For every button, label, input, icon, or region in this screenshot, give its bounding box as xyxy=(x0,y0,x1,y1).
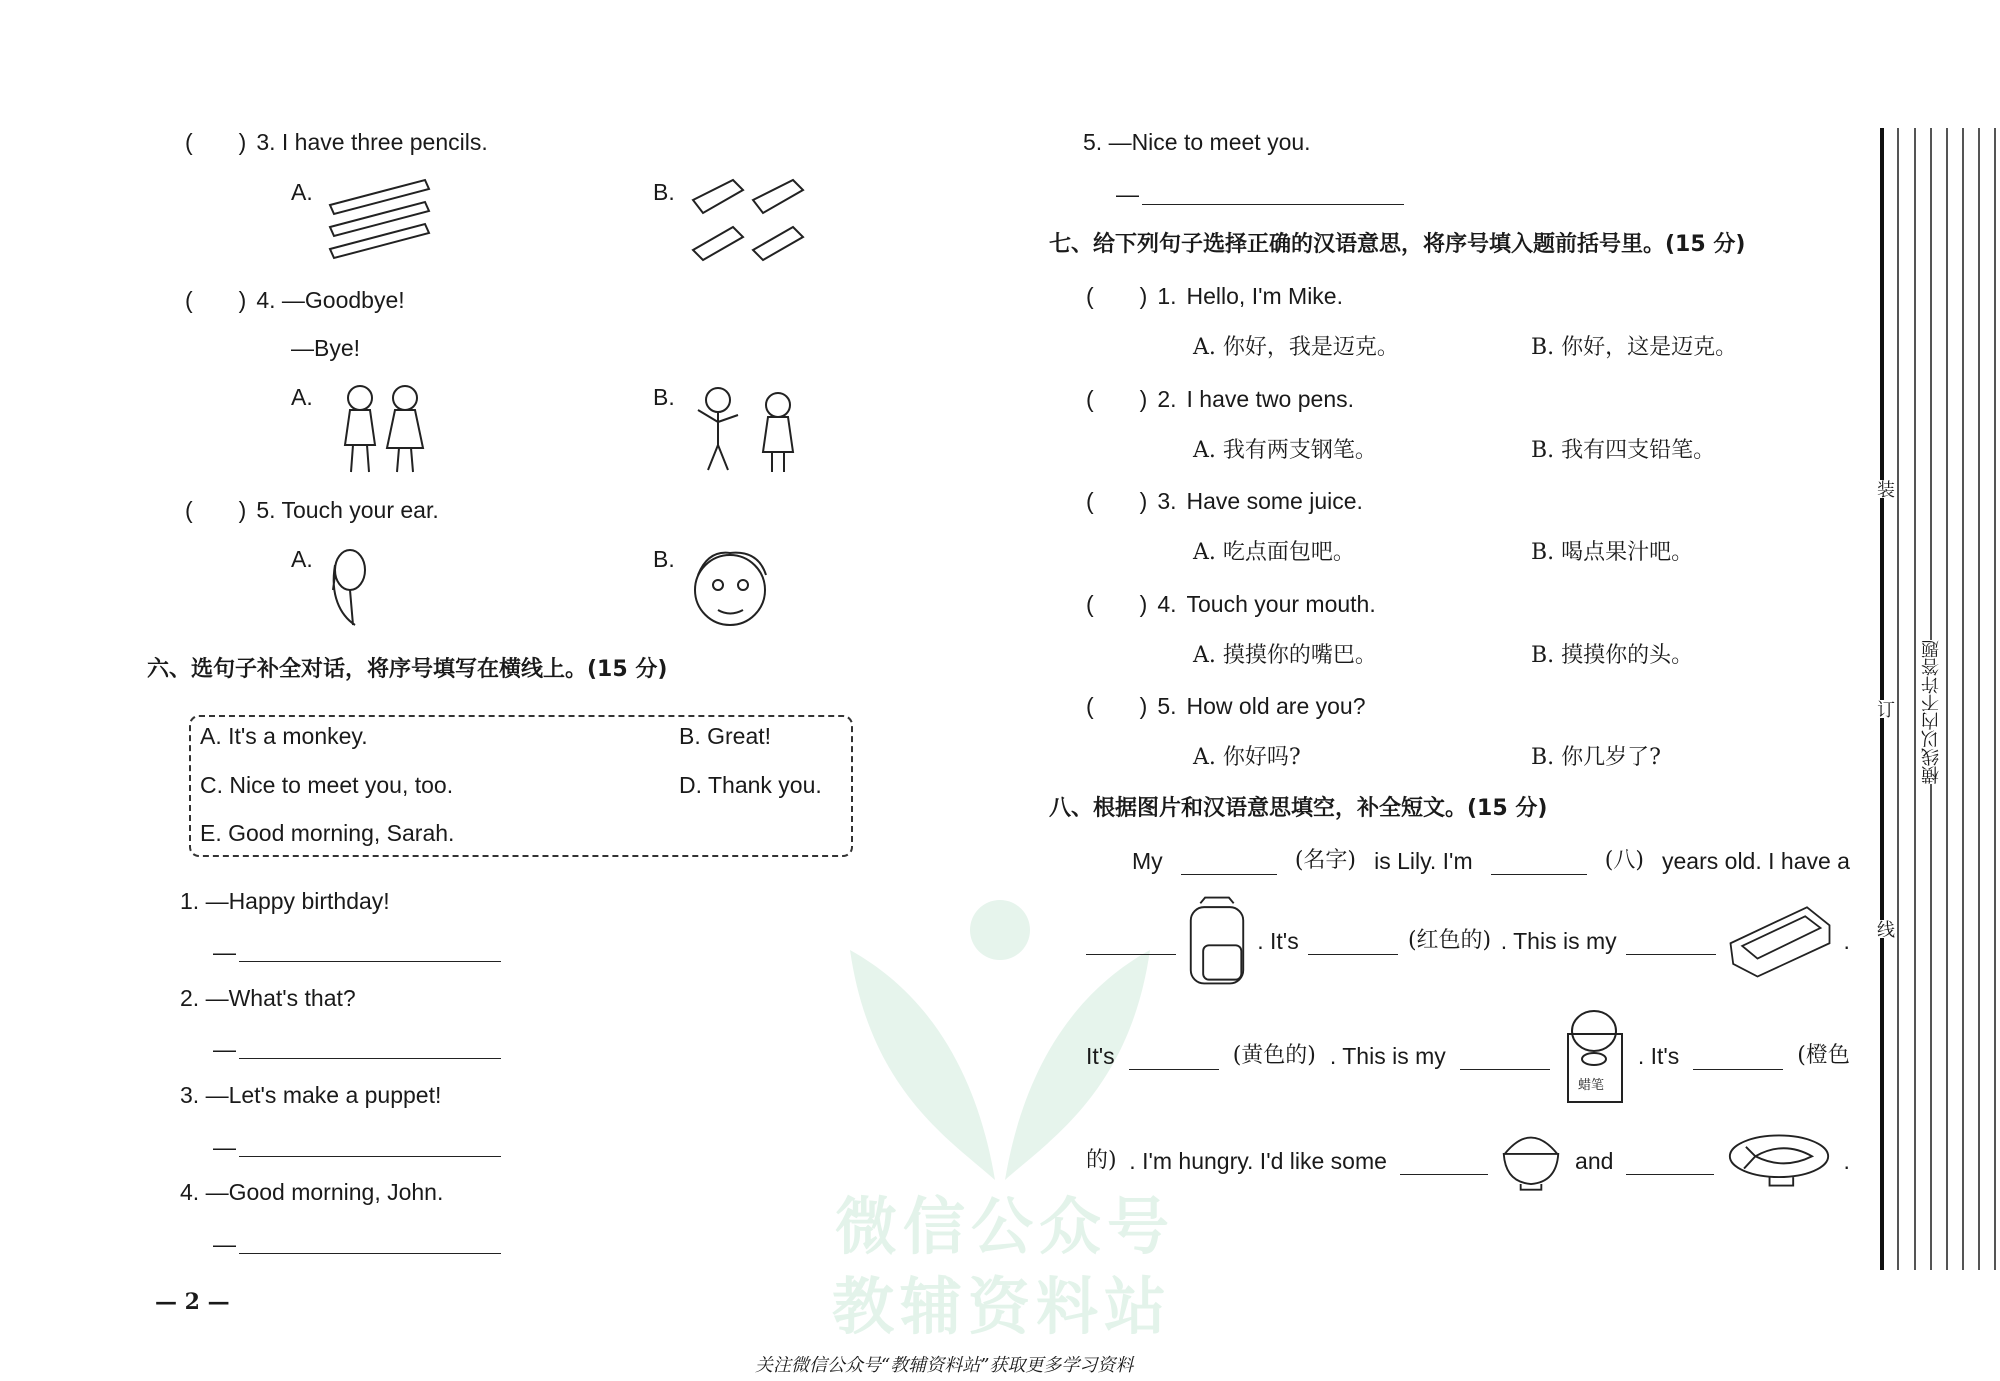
watermark-text-2: 教辅资料站 xyxy=(832,1270,1173,1343)
dialog-5-question: 5. —Nice to meet you. xyxy=(1083,129,1311,155)
passage-text: . xyxy=(1843,1148,1850,1174)
option-a: A. It's a monkey. xyxy=(200,723,368,749)
passage-text: and xyxy=(1575,1148,1614,1174)
s7-item-2-option-a: A. 我有两支钢笔。 xyxy=(1193,438,1377,463)
dialog-2-answer-line[interactable] xyxy=(239,1058,501,1059)
margin-line xyxy=(1946,128,1948,1270)
margin-line xyxy=(1994,128,1996,1270)
s7-item-1-option-b: B. 你好，这是迈克。 xyxy=(1531,335,1738,360)
binding-label-ding: 订 xyxy=(1871,700,1897,718)
dialog-2-question: 2. —What's that? xyxy=(180,985,356,1011)
footer-note: 关注微信公众号“教辅资料站”获取更多学习资料 xyxy=(755,1355,1134,1376)
s7-item-2-paren[interactable]: ( ) xyxy=(1086,386,1148,412)
hint-name: (名字) xyxy=(1294,848,1356,873)
binding-line xyxy=(1880,128,1884,1270)
q5-option-a: A. xyxy=(291,546,313,572)
blank-yellow[interactable] xyxy=(1129,1043,1219,1070)
s7-item-3-sentence: Have some juice. xyxy=(1186,488,1363,514)
s7-item-2-option-b: B. 我有四支铅笔。 xyxy=(1531,438,1716,463)
passage-line-2 xyxy=(1086,893,1850,989)
passage-line-4 xyxy=(1086,1128,1850,1194)
s7-item-4-option-a: A. 摸摸你的嘴巴。 xyxy=(1193,643,1377,668)
s7-item-1-option-a: A. 你好，我是迈克。 xyxy=(1193,335,1399,360)
s7-item-5-option-a: A. 你好吗? xyxy=(1193,745,1301,770)
q4-option-a: A. xyxy=(291,384,313,410)
s7-item-3-number: 3. xyxy=(1157,488,1177,514)
q4-text: 4. —Goodbye! xyxy=(256,287,405,313)
girl-touching-ear-image xyxy=(325,545,375,630)
section7-heading: 七、给下列句子选择正确的汉语意思，将序号填入题前括号里。(15 分) xyxy=(1049,232,1746,257)
section8-heading: 八、根据图片和汉语意思填空，补全短文。(15 分) xyxy=(1049,796,1548,821)
margin-line xyxy=(1914,128,1916,1270)
passage-text: . I'm hungry. I'd like some xyxy=(1129,1148,1387,1174)
s7-item-3-option-a: A. 吃点面包吧。 xyxy=(1193,540,1355,565)
option-e: E. Good morning, Sarah. xyxy=(200,820,455,846)
q5-row xyxy=(185,496,439,524)
passage-text: . This is my xyxy=(1329,1043,1446,1069)
dialog-2-dash: — xyxy=(213,1036,236,1062)
s7-item-5-number: 5. xyxy=(1157,693,1177,719)
s7-item-1-sentence: Hello, I'm Mike. xyxy=(1186,283,1343,309)
three-pencils-image xyxy=(325,175,445,260)
s7-item-4-number: 4. xyxy=(1157,591,1177,617)
dialog-4-dash: — xyxy=(213,1231,236,1257)
passage-text: . xyxy=(1843,928,1850,954)
q3-paren[interactable]: ( ) xyxy=(185,129,247,155)
dialog-1-dash: — xyxy=(213,939,236,965)
blank-schoolbag[interactable] xyxy=(1086,928,1176,955)
fish-plate-image xyxy=(1727,1132,1831,1190)
s7-item-5-sentence: How old are you? xyxy=(1186,693,1366,719)
dialog-4-question: 4. —Good morning, John. xyxy=(180,1179,444,1205)
dialog-1-question: 1. —Happy birthday! xyxy=(180,888,390,914)
passage-line-1 xyxy=(1132,846,1850,876)
s7-item-3-option-b: B. 喝点果汁吧。 xyxy=(1531,540,1694,565)
s7-item-2-number: 2. xyxy=(1157,386,1177,412)
s7-item-1-row xyxy=(1086,282,1343,310)
man-touching-face-image xyxy=(688,545,773,635)
s7-item-1-number: 1. xyxy=(1157,283,1177,309)
q3-option-a: A. xyxy=(291,179,313,205)
s7-item-4-option-b: B. 摸摸你的头。 xyxy=(1531,643,1694,668)
page-number: — 2 — xyxy=(155,1289,230,1315)
hint-yellow: (黄色的) xyxy=(1232,1043,1316,1068)
dialog-3-question: 3. —Let's make a puppet! xyxy=(180,1082,442,1108)
passage-text: years old. I have a xyxy=(1662,848,1850,874)
watermark-text-1: 微信公众号 xyxy=(835,1190,1176,1263)
s7-item-4-row xyxy=(1086,590,1376,618)
option-d: D. Thank you. xyxy=(679,772,822,798)
margin-line xyxy=(1897,128,1899,1270)
passage-text: is Lily. I'm xyxy=(1374,848,1473,874)
s7-item-4-paren[interactable]: ( ) xyxy=(1086,591,1148,617)
margin-line xyxy=(1962,128,1964,1270)
rice-bowl-image xyxy=(1500,1130,1562,1192)
dialog-5-answer-line[interactable] xyxy=(1142,204,1404,205)
q3-row xyxy=(185,128,488,156)
s7-item-5-row xyxy=(1086,692,1366,720)
section6-heading: 六、选句子补全对话，将序号填写在横线上。(15 分) xyxy=(147,657,668,682)
blank-age[interactable] xyxy=(1491,848,1587,875)
blank-name[interactable] xyxy=(1181,848,1277,875)
passage-text: My xyxy=(1132,848,1163,874)
s7-item-3-row xyxy=(1086,487,1363,515)
blank-crayon[interactable] xyxy=(1460,1043,1550,1070)
blank-rice[interactable] xyxy=(1400,1148,1488,1175)
hint-orange: (橙色 xyxy=(1797,1043,1850,1068)
crayon-box-image xyxy=(1564,1009,1624,1104)
blank-orange[interactable] xyxy=(1693,1043,1783,1070)
pencil-box-image xyxy=(1726,902,1834,980)
no-answer-notice: 横线以内不许答题 xyxy=(1919,640,1945,784)
s7-item-5-paren[interactable]: ( ) xyxy=(1086,693,1148,719)
four-crayons-image xyxy=(688,175,813,265)
schoolbag-image xyxy=(1186,895,1248,987)
q3-text: 3. I have three pencils. xyxy=(256,129,488,155)
passage-text: . It's xyxy=(1257,928,1299,954)
passage-line-3 xyxy=(1086,1008,1850,1104)
dialog-3-answer-line[interactable] xyxy=(239,1156,501,1157)
q4-reply: —Bye! xyxy=(291,335,361,361)
q5-paren[interactable]: ( ) xyxy=(185,497,247,523)
s7-item-1-paren[interactable]: ( ) xyxy=(1086,283,1148,309)
option-b: B. Great! xyxy=(679,723,772,749)
margin-line xyxy=(1978,128,1980,1270)
s7-item-3-paren[interactable]: ( ) xyxy=(1086,488,1148,514)
dialog-4-answer-line[interactable] xyxy=(239,1253,501,1254)
s7-item-2-row xyxy=(1086,385,1354,413)
q4-row xyxy=(185,286,405,314)
q4-option-b: B. xyxy=(653,384,675,410)
blank-fish[interactable] xyxy=(1626,1148,1714,1175)
passage-text: . This is my xyxy=(1500,928,1617,954)
option-c: C. Nice to meet you, too. xyxy=(200,772,454,798)
binding-label-zhuang: 装 xyxy=(1871,480,1897,498)
passage-text: It's xyxy=(1086,1043,1115,1069)
s7-item-5-option-b: B. 你几岁了? xyxy=(1531,745,1661,770)
kids-waving-goodbye-image xyxy=(325,380,435,475)
hint-orange-end: 的) xyxy=(1086,1148,1117,1173)
hint-eight: (八) xyxy=(1604,848,1644,873)
crayon-label: 蜡笔 xyxy=(1577,1076,1604,1092)
dialog-1-answer-line[interactable] xyxy=(239,961,501,962)
blank-red[interactable] xyxy=(1308,928,1398,955)
blank-pencil-box[interactable] xyxy=(1626,928,1716,955)
kids-greeting-image xyxy=(688,380,808,475)
passage-text: . It's xyxy=(1637,1043,1680,1069)
s7-item-2-sentence: I have two pens. xyxy=(1186,386,1355,412)
hint-red: (红色的) xyxy=(1407,928,1492,953)
q3-option-b: B. xyxy=(653,179,675,205)
dialog-3-dash: — xyxy=(213,1134,236,1160)
q5-text: 5. Touch your ear. xyxy=(256,497,439,523)
q5-option-b: B. xyxy=(653,546,675,572)
dialog-5-dash: — xyxy=(1116,181,1139,207)
binding-label-xian: 线 xyxy=(1871,920,1897,938)
s7-item-4-sentence: Touch your mouth. xyxy=(1186,591,1376,617)
q4-paren[interactable]: ( ) xyxy=(185,287,247,313)
